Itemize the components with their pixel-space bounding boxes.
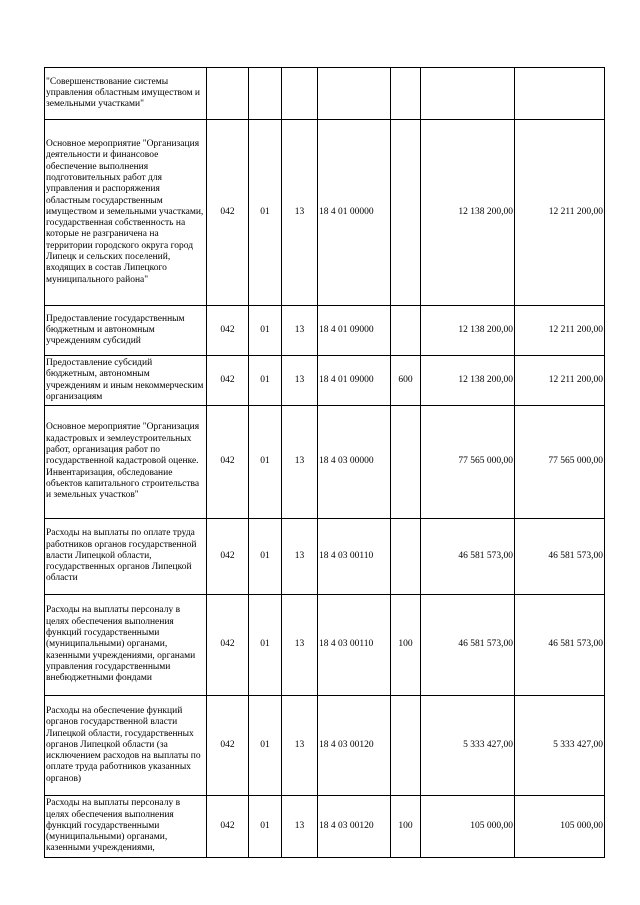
target-article-code: 18 4 01 00000 — [318, 120, 391, 306]
amount-year-1: 5 333 427,00 — [421, 696, 515, 796]
expense-type-code: 100 — [391, 796, 421, 858]
target-article-code: 18 4 03 00110 — [318, 595, 391, 696]
table-row — [45, 356, 605, 406]
table-row — [45, 68, 605, 120]
target-article-code: 18 4 03 00110 — [318, 519, 391, 595]
section-code: 01 — [249, 306, 282, 356]
expense-type-code — [391, 68, 421, 120]
section-code — [249, 68, 282, 120]
amount-year-1: 12 138 200,00 — [421, 120, 515, 306]
row-name: Расходы на выплаты по оплате труда работников органов государственной власти Липецкой области, государственных органов Липецкой области — [45, 519, 207, 595]
amount-year-1 — [421, 68, 515, 120]
expense-type-code — [391, 519, 421, 595]
table-row — [45, 120, 605, 306]
ministry-code: 042 — [207, 306, 249, 356]
subsection-code: 13 — [282, 120, 318, 306]
section-code: 01 — [249, 595, 282, 696]
section-code: 01 — [249, 796, 282, 858]
amount-year-1: 12 138 200,00 — [421, 306, 515, 356]
amount-year-2: 12 211 200,00 — [515, 306, 605, 356]
ministry-code: 042 — [207, 120, 249, 306]
amount-year-2 — [515, 68, 605, 120]
expense-type-code — [391, 406, 421, 519]
subsection-code: 13 — [282, 306, 318, 356]
ministry-code: 042 — [207, 696, 249, 796]
section-code: 01 — [249, 356, 282, 406]
ministry-code: 042 — [207, 356, 249, 406]
expense-type-code: 100 — [391, 595, 421, 696]
subsection-code: 13 — [282, 796, 318, 858]
amount-year-1: 46 581 573,00 — [421, 519, 515, 595]
ministry-code: 042 — [207, 796, 249, 858]
row-name: Расходы на обеспечение функций органов государственной власти Липецкой области, государственных органов Липецкой области (за исключением расходов на выплаты по оплате труда работников указанных органов) — [45, 696, 207, 796]
row-name: Основное мероприятие "Организация деятельности и финансовое обеспечение выполнения подготовительных работ для управления и распоряжения областным государственным имуществом и земельными участками, государственная собственность на которые не разграничена на территории городского округа город Липецк и сельских поселений, входящих в состав Липецкого муниципального района" — [45, 120, 207, 306]
row-name: "Совершенствование системы управления областным имуществом и земельными участками" — [45, 68, 207, 120]
target-article-code: 18 4 03 00120 — [318, 796, 391, 858]
amount-year-2: 46 581 573,00 — [515, 519, 605, 595]
target-article-code: 18 4 03 00120 — [318, 696, 391, 796]
row-name: Предоставление субсидий бюджетным, автономным учреждениям и иным некоммерческим организациям — [45, 356, 207, 406]
ministry-code: 042 — [207, 595, 249, 696]
expense-type-code: 600 — [391, 356, 421, 406]
target-article-code: 18 4 01 09000 — [318, 356, 391, 406]
subsection-code — [282, 68, 318, 120]
table-row — [45, 696, 605, 796]
section-code: 01 — [249, 120, 282, 306]
table-body — [45, 68, 605, 858]
subsection-code: 13 — [282, 595, 318, 696]
target-article-code: 18 4 01 09000 — [318, 306, 391, 356]
amount-year-1: 105 000,00 — [421, 796, 515, 858]
amount-year-2: 105 000,00 — [515, 796, 605, 858]
budget-table — [44, 67, 605, 858]
subsection-code: 13 — [282, 519, 318, 595]
row-name: Основное мероприятие "Организация кадастровых и землеустроительных работ, организация работ по государственной кадастровой оценке. Инвентаризация, обследование объектов капитального строительства и земельных участков" — [45, 406, 207, 519]
table-row — [45, 796, 605, 858]
amount-year-1: 46 581 573,00 — [421, 595, 515, 696]
expense-type-code — [391, 696, 421, 796]
target-article-code — [318, 68, 391, 120]
amount-year-2: 77 565 000,00 — [515, 406, 605, 519]
subsection-code: 13 — [282, 356, 318, 406]
expense-type-code — [391, 306, 421, 356]
target-article-code: 18 4 03 00000 — [318, 406, 391, 519]
amount-year-2: 12 211 200,00 — [515, 356, 605, 406]
ministry-code: 042 — [207, 519, 249, 595]
table-row — [45, 306, 605, 356]
amount-year-1: 77 565 000,00 — [421, 406, 515, 519]
ministry-code: 042 — [207, 406, 249, 519]
ministry-code — [207, 68, 249, 120]
section-code: 01 — [249, 696, 282, 796]
amount-year-1: 12 138 200,00 — [421, 356, 515, 406]
table-row — [45, 595, 605, 696]
table-row — [45, 406, 605, 519]
amount-year-2: 46 581 573,00 — [515, 595, 605, 696]
row-name: Расходы на выплаты персоналу в целях обеспечения выполнения функций государственными (муниципальными) органами, казенными учреждениями, — [45, 796, 207, 858]
row-name: Расходы на выплаты персоналу в целях обеспечения выполнения функций государственными (муниципальными) органами, казенными учреждениями, органами управления государственными внебюджетными фондами — [45, 595, 207, 696]
amount-year-2: 12 211 200,00 — [515, 120, 605, 306]
amount-year-2: 5 333 427,00 — [515, 696, 605, 796]
section-code: 01 — [249, 519, 282, 595]
row-name: Предоставление государственным бюджетным и автономным учреждениям субсидий — [45, 306, 207, 356]
subsection-code: 13 — [282, 696, 318, 796]
subsection-code: 13 — [282, 406, 318, 519]
table-row — [45, 519, 605, 595]
expense-type-code — [391, 120, 421, 306]
section-code: 01 — [249, 406, 282, 519]
